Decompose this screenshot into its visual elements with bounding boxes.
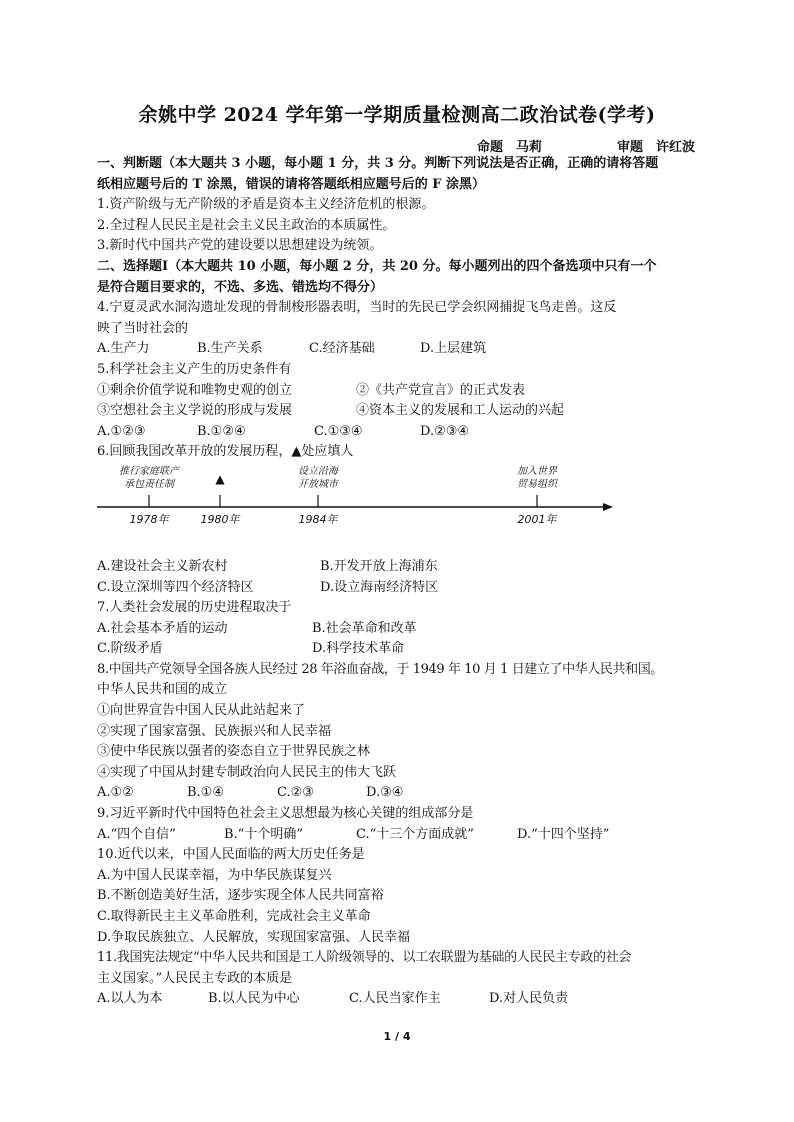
event-2001-line2: 贸易组织 [517, 478, 557, 490]
option-d: D.“十四个坚持” [517, 826, 610, 842]
option-c: C.取得新民主主义革命胜利，完成社会主义革命 [97, 909, 371, 924]
option-c: C.阶级矛盾 [97, 641, 163, 657]
page-number: 1 / 4 [383, 1030, 411, 1043]
question-6-options-row2 [97, 578, 697, 599]
question-11-options [97, 989, 697, 1010]
question-8-stem: 8.中国共产党领导全国各族人民经过 28 年浴血奋战，于 1949 年 10 月 1 日建立了中华人民共和国。 [97, 661, 663, 677]
question-8-stem-cont: 中华人民共和国的成立 [97, 682, 228, 698]
question-7-options-row1 [97, 619, 697, 640]
question-2: 2.全过程人民民主是社会主义民主政治的本质属性。 [97, 217, 396, 233]
reviewer-label: 审题 许红波 [617, 140, 696, 155]
question-5-stem: 5.科学社会主义产生的历史条件有 [97, 361, 292, 377]
option-d: D.设立海南经济特区 [320, 579, 439, 595]
statement-4: ④实现了中国从封建专制政治向人民民主的伟大飞跃 [97, 764, 397, 780]
event-1984-line2: 开放城市 [298, 478, 338, 490]
option-c: C.②③ [277, 785, 314, 801]
section2-heading-cont: 是符合题目要求的，不选、多选、错选均不得分） [97, 279, 384, 295]
option-b: B.“十个明确” [224, 826, 303, 842]
event-1984-line1: 设立沿海 [298, 465, 338, 477]
question-4-stem-cont: 映了当时社会的 [97, 320, 189, 336]
question-9-stem: 9.习近平新时代中国特色社会主义思想最为核心关键的组成部分是 [97, 806, 474, 822]
year-1978: 1978年 [129, 512, 169, 526]
question-6-options-row1 [97, 557, 697, 578]
option-a: A.以人为本 [97, 991, 163, 1007]
option-a: A.建设社会主义新农村 [97, 558, 228, 574]
option-c: C.“十三个方面成就” [356, 826, 474, 842]
section1-heading-cont: 纸相应题号后的 T 涂黑，错误的请将答题纸相应题号后的 F 涂黑） [97, 176, 486, 192]
event-2001-line1: 加入世界 [517, 465, 557, 477]
question-3: 3.新时代中国共产党的建设要以思想建设为统领。 [97, 238, 383, 254]
option-c: C.人民当家作主 [349, 991, 441, 1007]
event-1978 [109, 465, 189, 491]
exam-title: 余姚中学 2024 学年第一学期质量检测高二政治试卷(学考) [138, 104, 656, 126]
option-b: B.生产关系 [197, 341, 263, 357]
option-a: A.社会基本矛盾的运动 [97, 620, 228, 636]
year-1984: 1984年 [298, 512, 338, 526]
statement-3: ③使中华民族以强者的姿态自立于世界民族之林 [97, 744, 371, 760]
exam-content [97, 154, 697, 1010]
blank-marker: ▲ [215, 471, 225, 486]
option-b: B.以人民为中心 [208, 991, 300, 1007]
question-11-stem: 11.我国宪法规定“中华人民共和国是工人阶级领导的、以工农联盟为基础的人民民主专政的社会 [97, 950, 632, 966]
question-5-statements-row1 [97, 381, 697, 402]
option-c: C.设立深圳等四个经济特区 [97, 579, 254, 595]
question-1: 1.资产阶级与无产阶级的矛盾是资本主义经济危机的根源。 [97, 197, 435, 213]
question-11-stem-cont: 主义国家。”人民民主专政的本质是 [97, 970, 293, 986]
question-7-options-row2 [97, 639, 697, 660]
question-5-options [97, 422, 697, 443]
option-c: C.①③④ [314, 423, 363, 439]
question-5-statements-row2 [97, 401, 697, 422]
option-a: A.①② [97, 785, 134, 801]
event-2001 [502, 465, 572, 491]
timeline-arrowhead [603, 503, 613, 511]
option-d: D.对人民负责 [489, 991, 569, 1007]
year-2001: 2001年 [517, 512, 557, 526]
event-1978-line1: 推行家庭联产 [119, 465, 179, 477]
reform-timeline [97, 463, 697, 557]
option-a: A.“四个自信” [97, 826, 176, 842]
option-b: B.开发开放上海浦东 [320, 558, 438, 574]
option-c: C.经济基础 [309, 341, 375, 357]
option-d: D.③④ [366, 785, 404, 801]
statement-2: ②《共产党宣言》的正式发表 [356, 382, 526, 398]
statement-2: ②实现了国家富强、民族振兴和人民幸福 [97, 723, 332, 739]
option-b: B.社会革命和改革 [312, 620, 417, 636]
section1-heading: 一、判断题（本大题共 3 小题，每小题 1 分，共 3 分。判断下列说法是否正确，正确的请将答题 [97, 156, 659, 171]
statement-1: ①向世界宣告中国人民从此站起来了 [97, 703, 306, 719]
question-6-stem: 6.回顾我国改革开放的发展历程，▲处应填人 [97, 444, 354, 460]
section2-heading: 二、选择题Ⅰ（本大题共 10 小题，每小题 2 分，共 20 分。每小题列出的四个备选项中只有一个 [97, 258, 657, 274]
setter-label: 命题 马莉 [477, 140, 543, 155]
option-a: A.①②③ [97, 423, 146, 439]
option-b: B.①②④ [197, 423, 246, 439]
statement-3: ③空想社会主义学说的形成与发展 [97, 403, 293, 419]
option-d: D.科学技术革命 [312, 641, 405, 657]
question-7-stem: 7.人类社会发展的历史进程取决于 [97, 600, 292, 616]
question-8-options [97, 783, 697, 804]
option-a: A.生产力 [97, 341, 150, 357]
event-1978-line2: 承包责任制 [124, 478, 174, 490]
option-d: D.上层建筑 [420, 341, 487, 357]
option-b: B.①④ [187, 785, 224, 801]
year-1980: 1980年 [200, 512, 240, 526]
option-b: B.不断创造美好生活，逐步实现全体人民共同富裕 [97, 888, 384, 904]
option-a: A.为中国人民谋幸福，为中华民族谋复兴 [97, 867, 332, 883]
statement-4: ④资本主义的发展和工人运动的兴起 [356, 403, 565, 419]
option-d: D.②③④ [420, 423, 470, 439]
statement-1: ①剩余价值学说和唯物史观的创立 [97, 382, 293, 398]
question-4-options [97, 339, 697, 360]
question-4-stem: 4.宁夏灵武水洞沟遗址发现的骨制梭形器表明，当时的先民已学会织网捕捉飞鸟走兽。这反 [97, 300, 617, 316]
question-9-options [97, 825, 697, 846]
question-10-stem: 10.近代以来，中国人民面临的两大历史任务是 [97, 847, 365, 863]
event-1984 [283, 465, 353, 491]
option-d: D.争取民族独立、人民解放，实现国家富强、人民幸福 [97, 929, 411, 945]
